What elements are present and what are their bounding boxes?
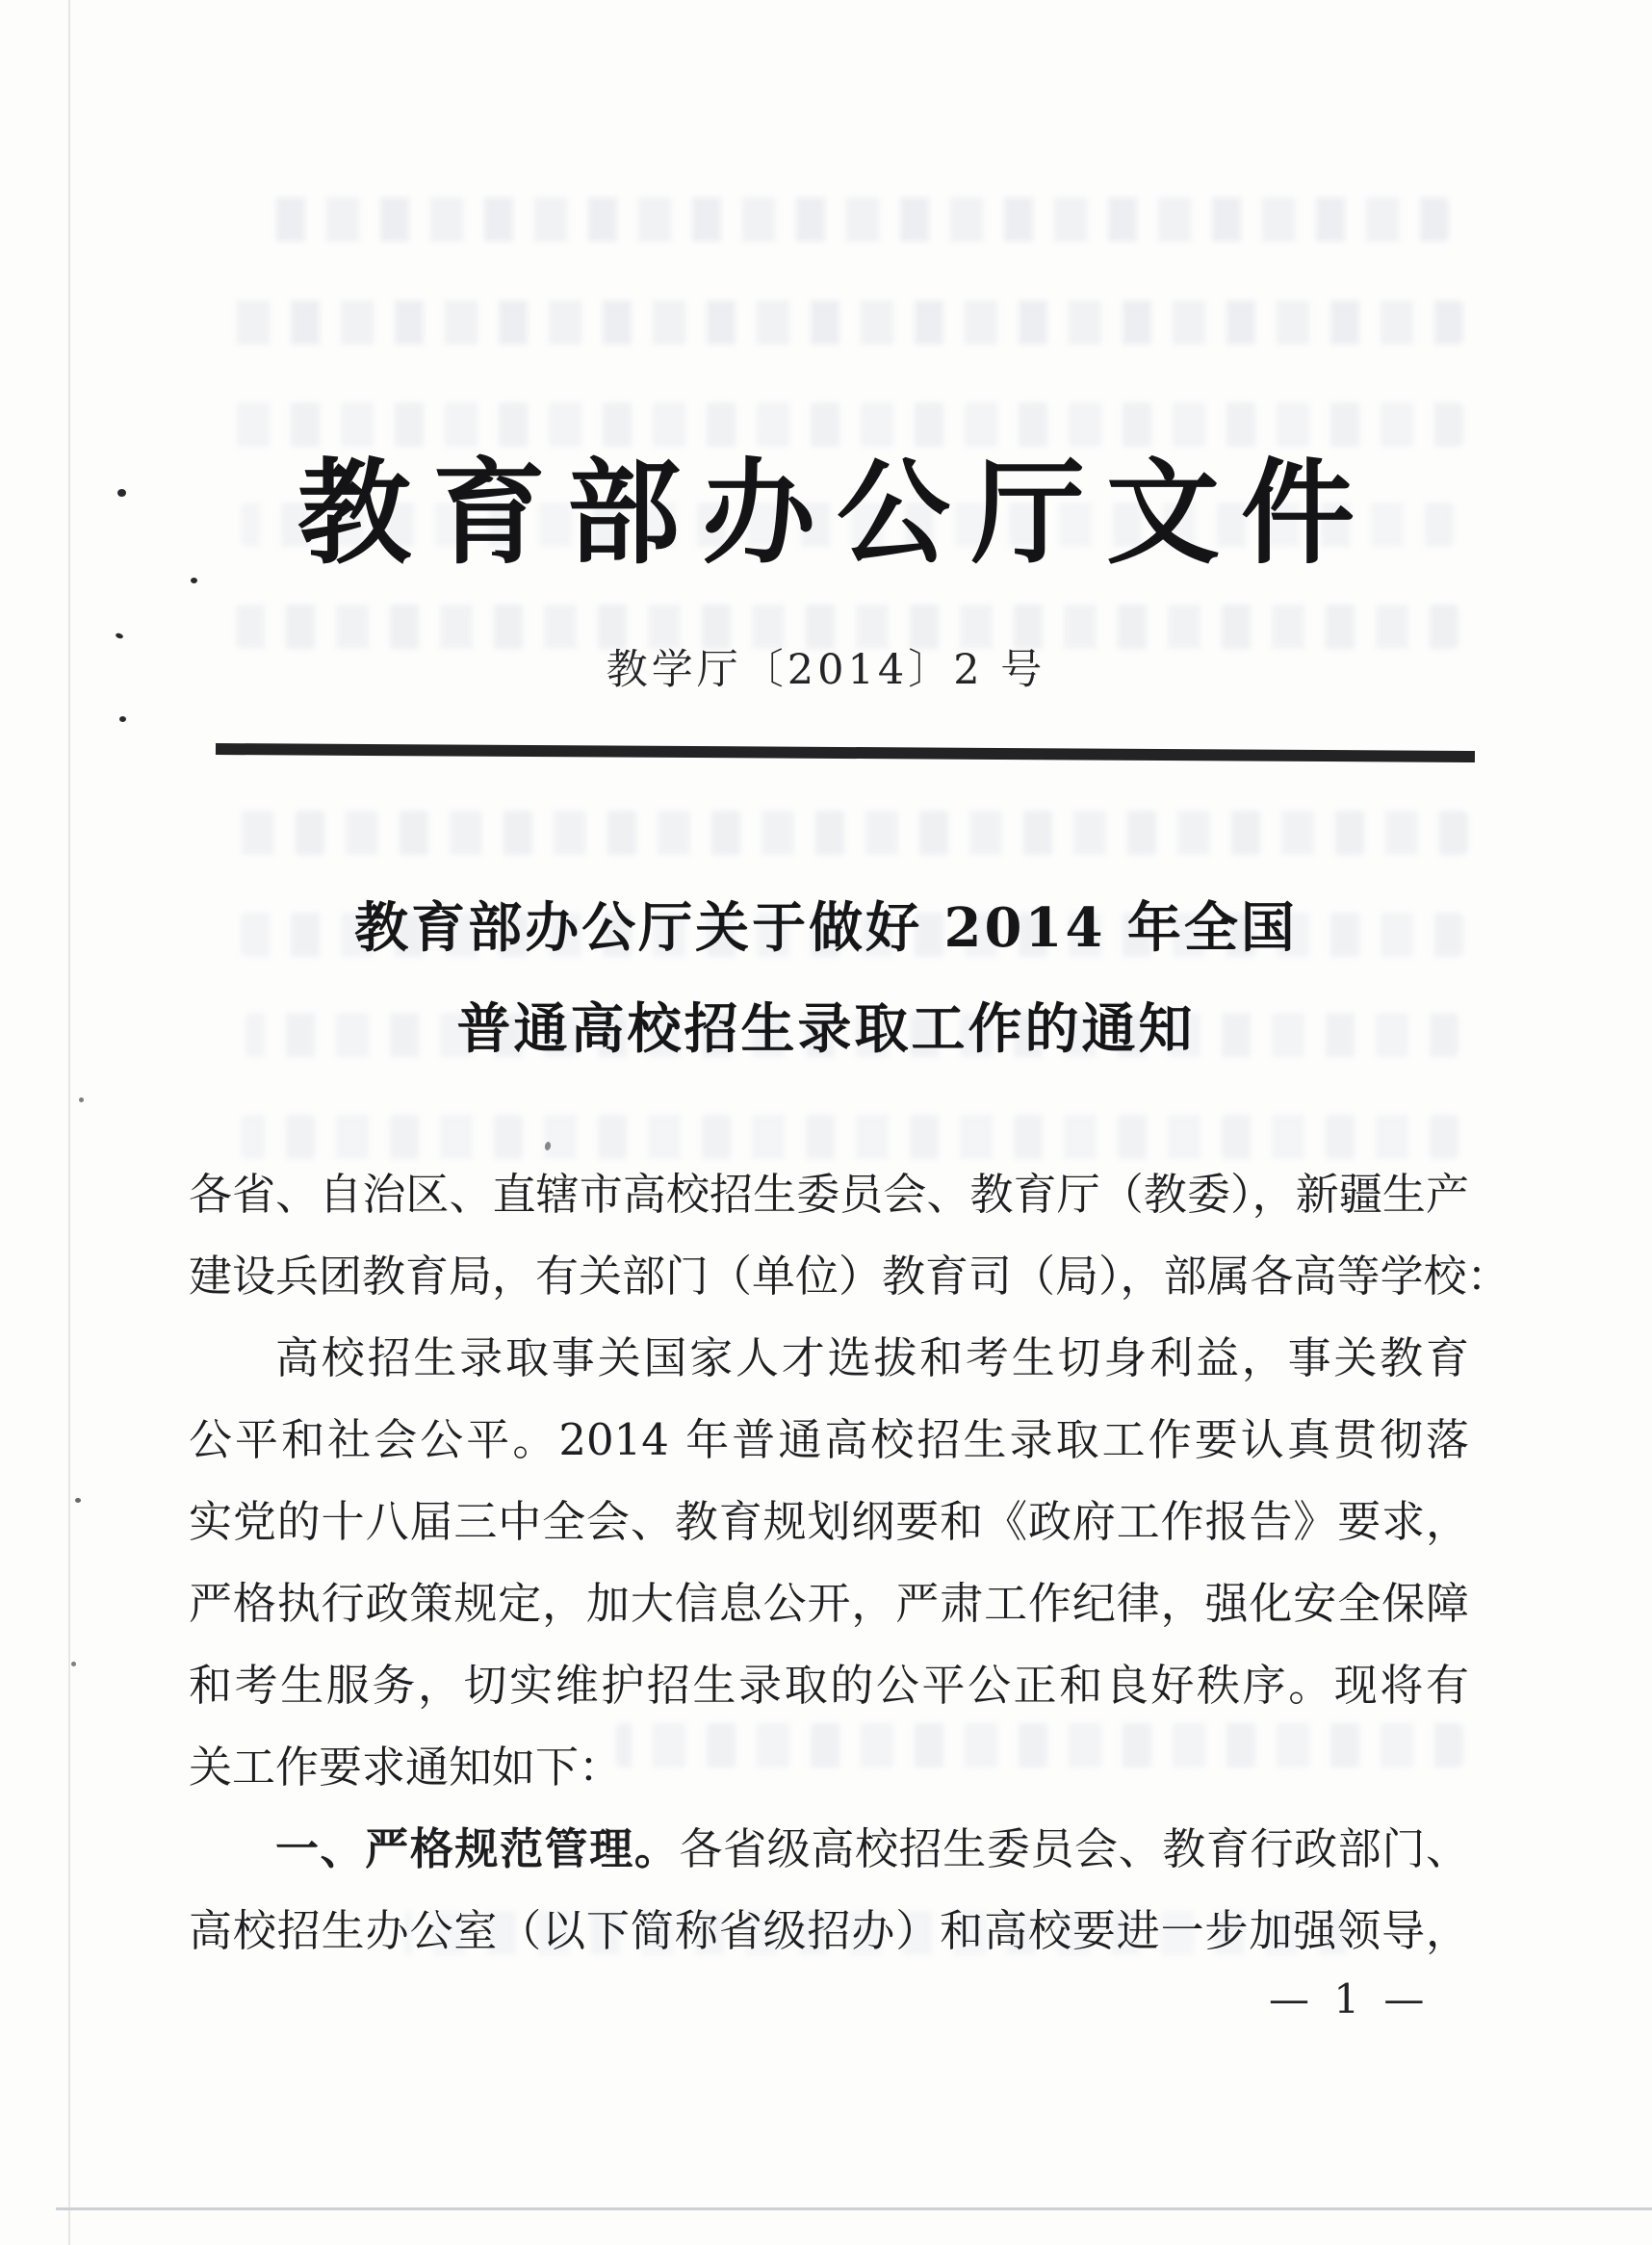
body-line-text: 公平和社会公平。2014 年普通高校招生录取工作要认真贯彻落 — [189, 1414, 1469, 1465]
agency-letterhead: 教育部办公厅文件 — [297, 446, 1376, 580]
scan-edge-left — [68, 0, 70, 2245]
scan-edge-bottom — [56, 2207, 1652, 2210]
body-line-text: 高校招生录取事关国家人才选拔和考生切身利益，事关教育 — [275, 1332, 1469, 1383]
notice-body — [189, 1153, 1510, 1972]
bleed-through-text — [255, 197, 1449, 242]
body-line-text: 关工作要求通知如下： — [189, 1742, 623, 1793]
scan-speck — [79, 1097, 84, 1102]
body-line-text: 建设兵团教育局，有关部门（单位）教育司（局），部属各高等学校： — [189, 1251, 1510, 1302]
body-line — [189, 1153, 1469, 1235]
notice-title-line1: 教育部办公厅关于做好 2014 年全国 — [354, 896, 1298, 960]
body-line-text: 各省、自治区、直辖市高校招生委员会、教育厅（教委），新疆生产 — [189, 1169, 1469, 1220]
body-line-text: 各省级高校招生委员会、教育行政部门、 — [679, 1823, 1469, 1874]
body-line-text: 和考生服务，切实维护招生录取的公平公正和良好秩序。现将有 — [189, 1660, 1469, 1711]
notice-title-line2: 普通高校招生录取工作的通知 — [456, 997, 1196, 1061]
letterhead-divider-rule — [216, 743, 1475, 762]
body-line — [189, 1808, 1469, 1890]
body-line-text: 严格执行政策规定，加大信息公开，严肃工作纪律，强化安全保障 — [189, 1578, 1469, 1629]
bleed-through-text — [231, 300, 1463, 345]
scan-speck — [71, 1662, 76, 1666]
page-number: — 1 — — [1269, 1975, 1431, 2023]
body-line — [189, 1890, 1469, 1972]
section-heading-bold: 一、严格规范管理。 — [275, 1824, 680, 1873]
body-line — [189, 1726, 1469, 1808]
scan-speck — [75, 1498, 81, 1503]
document-number: 教学厅〔2014〕2 号 — [606, 646, 1046, 694]
body-line — [189, 1481, 1469, 1562]
body-line-text: 实党的十八届三中全会、教育规划纲要和《政府工作报告》要求， — [189, 1496, 1469, 1547]
scan-speck — [119, 716, 126, 722]
body-line — [189, 1562, 1469, 1644]
body-line — [189, 1644, 1469, 1726]
notice-title — [0, 878, 1652, 1080]
body-line — [189, 1235, 1510, 1317]
bleed-through-text — [226, 811, 1468, 855]
body-line — [189, 1317, 1469, 1399]
body-line — [189, 1399, 1469, 1481]
body-line-text: 高校招生办公室（以下简称省级招办）和高校要进一步加强领导， — [189, 1905, 1469, 1956]
